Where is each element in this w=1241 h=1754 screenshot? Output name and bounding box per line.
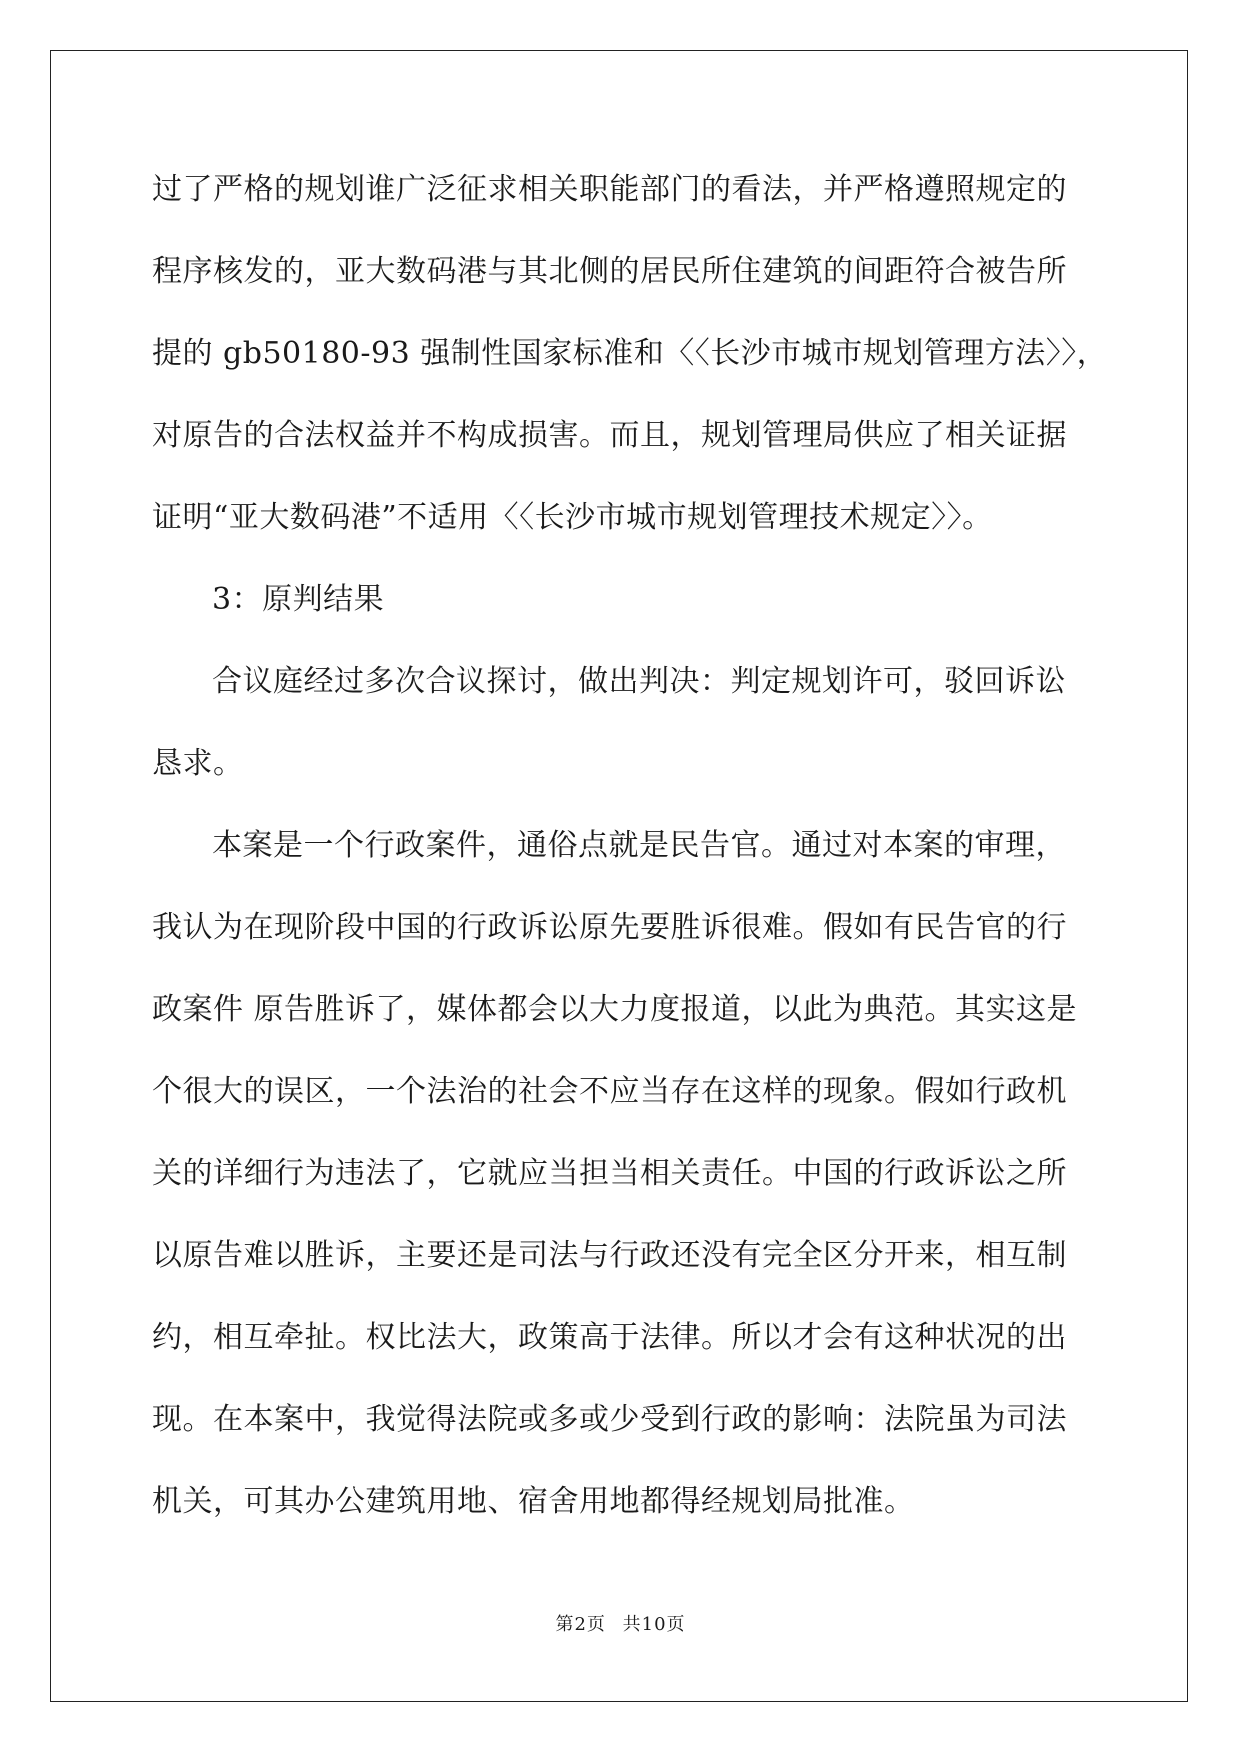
- text-line: 约，相互牵扯。权比法大，政策高于法律。所以才会有这种状况的出: [152, 1320, 1067, 1355]
- text-line: 以原告难以胜诉，主要还是司法与行政还没有完全区分开来，相互制: [152, 1238, 1067, 1273]
- text-line: 个很大的误区，一个法治的社会不应当存在这样的现象。假如行政机: [152, 1074, 1067, 1109]
- page-number: 第2页: [555, 1614, 606, 1635]
- text-line: 本案是一个行政案件，通俗点就是民告官。通过对本案的审理，: [212, 828, 1066, 863]
- section-heading: 3：原判结果: [212, 582, 385, 617]
- document-body: [152, 160, 1108, 1554]
- text-line: 对原告的合法权益并不构成损害。而且，规划管理局供应了相关证据: [152, 418, 1067, 453]
- text-line: 政案件 原告胜诉了，媒体都会以大力度报道，以此为典范。其实这是: [152, 992, 1078, 1027]
- text-line: 关的详细行为违法了，它就应当担当相关责任。中国的行政诉讼之所: [152, 1156, 1067, 1191]
- text-line: 提的 gb50180-93 强制性国家标准和〈〈长沙市城市规划管理方法〉〉，: [152, 336, 1108, 371]
- text-line: 我认为在现阶段中国的行政诉讼原先要胜诉很难。假如有民告官的行: [152, 910, 1067, 945]
- text-line: 合议庭经过多次合议探讨，做出判决：判定规划许可，驳回诉讼: [212, 664, 1066, 699]
- text-line: 恳求。: [152, 746, 244, 781]
- total-pages: 共10页: [622, 1614, 686, 1635]
- text-line: 过了严格的规划谁广泛征求相关职能部门的看法，并严格遵照规定的: [152, 172, 1067, 207]
- text-line: 证明“亚大数码港”不适用〈〈长沙市城市规划管理技术规定〉〉。: [152, 500, 993, 535]
- text-line: 机关，可其办公建筑用地、宿舍用地都得经规划局批准。: [152, 1484, 915, 1519]
- text-line: 现。在本案中，我觉得法院或多或少受到行政的影响：法院虽为司法: [152, 1402, 1067, 1437]
- page-footer: [0, 1610, 1241, 1636]
- text-line: 程序核发的，亚大数码港与其北侧的居民所住建筑的间距符合被告所: [152, 254, 1067, 289]
